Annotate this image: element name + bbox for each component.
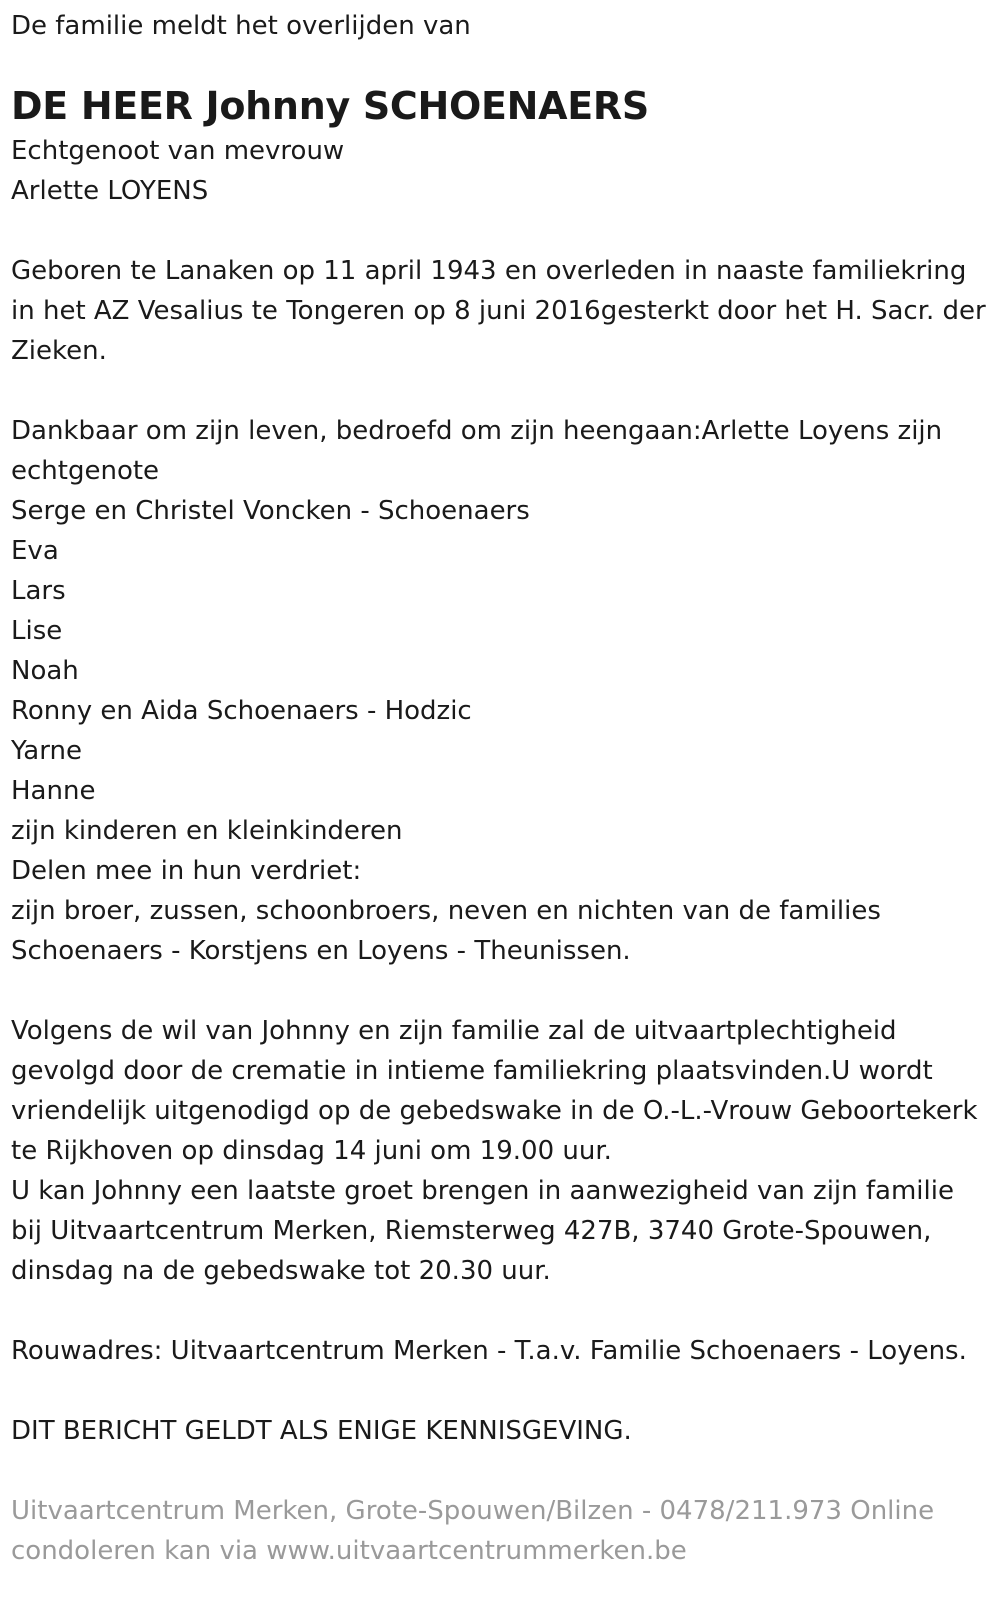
spacer — [11, 971, 989, 1011]
birth-death-text: Geboren te Lanaken op 11 april 1943 en overleden in naaste familiekring in het AZ Vesalius te Tongeren op 8 juni 2016gesterkt door het H. Sacr. der Zieken. — [11, 256, 986, 366]
family-member: Delen mee in hun verdriet: — [11, 856, 362, 886]
spacer — [11, 1291, 989, 1331]
spouse-line-2: Arlette LOYENS — [11, 176, 209, 206]
family-member: Yarne — [11, 736, 82, 766]
family-member: zijn kinderen en kleinkinderen — [11, 816, 403, 846]
family-member: Ronny en Aida Schoenaers - Hodzic — [11, 696, 472, 726]
only-notice-text: DIT BERICHT GELDT ALS ENIGE KENNISGEVING. — [11, 1416, 632, 1446]
intro-text: De familie meldt het overlijden van — [11, 11, 471, 41]
spacer — [11, 1451, 989, 1491]
deceased-name: DE HEER Johnny SCHOENAERS — [11, 84, 649, 128]
family-member: zijn broer, zussen, schoonbroers, neven en nichten van de families Schoenaers - Korstjens en Loyens - Theunissen. — [11, 896, 881, 966]
family-heading: Dankbaar om zijn leven, bedroefd om zijn heengaan:Arlette Loyens zijn echtgenote — [11, 416, 943, 486]
family-member: Lars — [11, 576, 66, 606]
mourning-address: Rouwadres: Uitvaartcentrum Merken - T.a.v. Familie Schoenaers - Loyens. — [11, 1336, 967, 1366]
spacer — [11, 1371, 989, 1411]
visit-text: U kan Johnny een laatste groet brengen in aanwezigheid van zijn familie bij Uitvaartcentrum Merken, Riemsterweg 427B, 3740 Grote-Spouwen, dinsdag na de gebedswake tot 20.30 uur. — [11, 1176, 954, 1286]
spacer — [11, 371, 989, 411]
ceremony-text: Volgens de wil van Johnny en zijn familie zal de uitvaartplechtigheid gevolgd door de crematie in intieme familiekring plaatsvinden.U wordt vriendelijk uitgenodigd op de gebedswake in de O.-L.-Vrouw Geboortekerk te Rijkhoven op dinsdag 14 juni om 19.00 uur. — [11, 1016, 978, 1166]
family-member: Noah — [11, 656, 79, 686]
family-member: Eva — [11, 536, 59, 566]
funeral-home-footer: Uitvaartcentrum Merken, Grote-Spouwen/Bilzen - 0478/211.973 Online condoleren kan via www.uitvaartcentrummerken.be — [11, 1496, 935, 1566]
family-member: Hanne — [11, 776, 96, 806]
family-member: Serge en Christel Voncken - Schoenaers — [11, 496, 530, 526]
spouse-line-1: Echtgenoot van mevrouw — [11, 136, 345, 166]
spacer — [11, 211, 989, 251]
family-member: Lise — [11, 616, 63, 646]
